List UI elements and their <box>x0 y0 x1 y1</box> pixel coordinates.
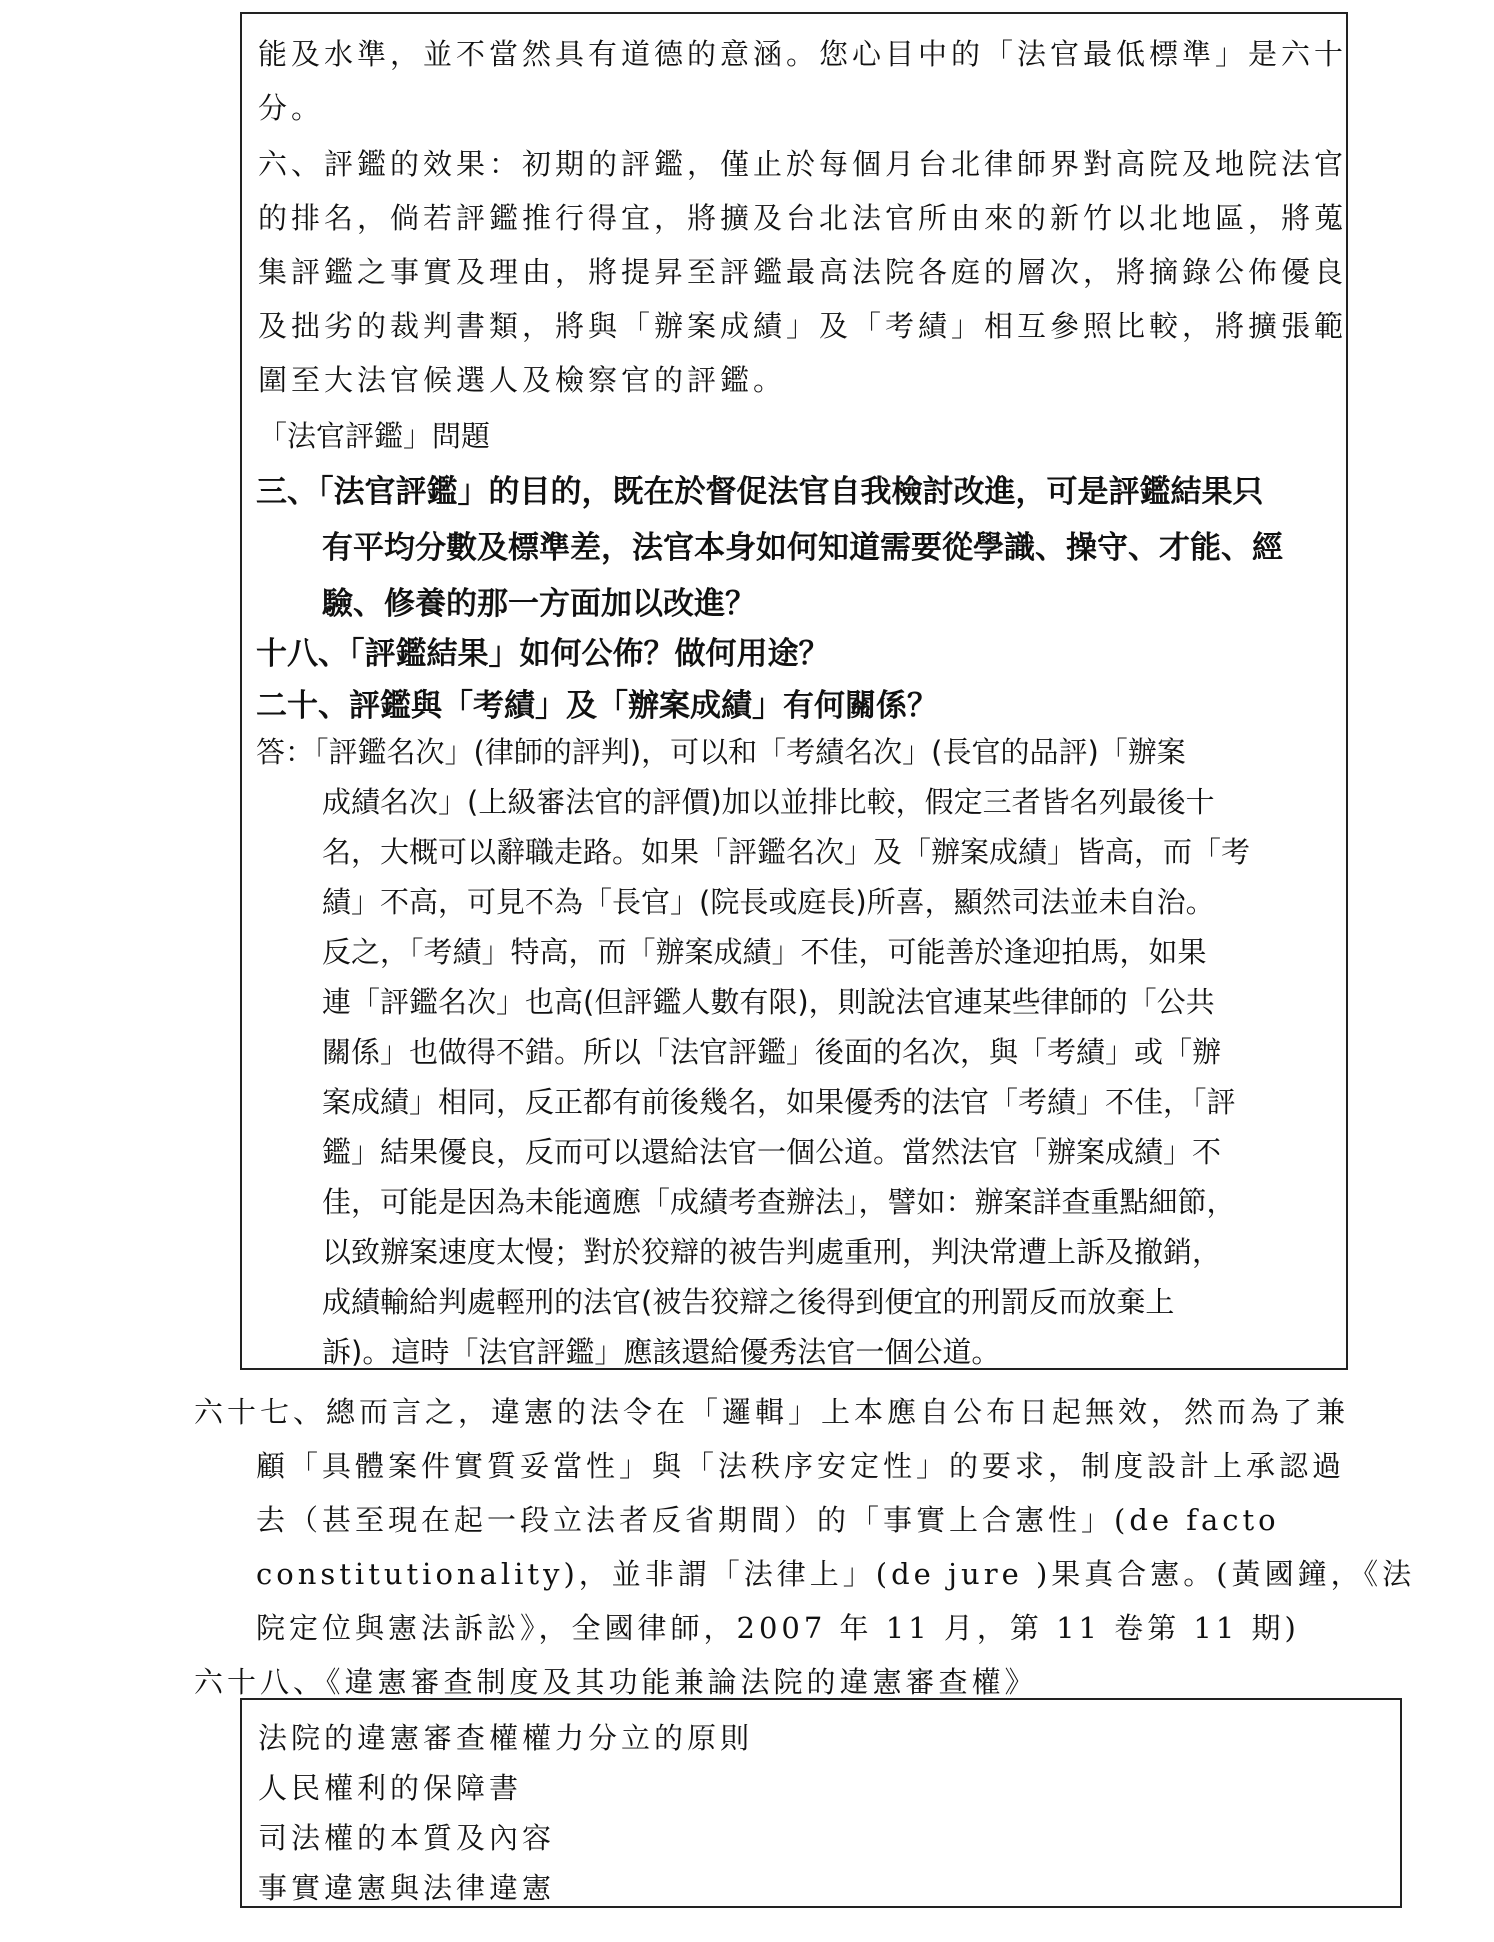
answer-line: 案成績」相同，反正都有前後幾名，如果優秀的法官「考績」不佳，「評 <box>322 1085 1236 1119</box>
intro-line: 分。 <box>258 91 325 125</box>
section6-line: 圍至大法官候選人及檢察官的評鑑。 <box>258 363 787 397</box>
answer-line: 關係」也做得不錯。所以「法官評鑑」後面的名次，與「考績」或「辦 <box>322 1035 1222 1069</box>
question20: 二十、評鑑與「考績」及「辦案成績」有何關係？ <box>256 688 938 724</box>
item67-line: constitutionality)，並非謂「法律上」(de jure )果真合憲。(黃國鐘，《法 <box>256 1557 1416 1591</box>
question3-line: 驗、修養的那一方面加以改進？ <box>322 586 756 622</box>
answer-line: 佳，可能是因為未能適應「成績考查辦法」，譬如：辦案詳查重點細節， <box>322 1185 1236 1219</box>
item67-line: 六十七、總而言之，違憲的法令在「邏輯」上本應自公布日起無效，然而為了兼 <box>194 1395 1350 1429</box>
section6-line: 六、評鑑的效果：初期的評鑑，僅止於每個月台北律師界對高院及地院法官 <box>258 147 1348 181</box>
item67-line: 顧「具體案件實質妥當性」與「法秩序安定性」的要求，制度設計上承認過 <box>256 1449 1346 1483</box>
answer-line: 成績輸給判處輕刑的法官(被告狡辯之後得到便宜的刑罰反而放棄上 <box>322 1285 1175 1319</box>
answer-line: 鑑」結果優良，反而可以還給法官一個公道。當然法官「辦案成績」不 <box>322 1135 1222 1169</box>
answer-line: 績」不高，可見不為「長官」(院長或庭長)所喜，顯然司法並未自治。 <box>322 885 1215 919</box>
intro-line: 能及水準，並不當然具有道德的意涵。您心目中的「法官最低標準」是六十 <box>258 37 1348 71</box>
answer-line: 以致辦案速度太慢；對於狡辯的被告判處重刑，判決常遭上訴及撤銷， <box>322 1235 1222 1269</box>
box2-line: 事實違憲與法律違憲 <box>258 1871 556 1905</box>
section6-line: 的排名，倘若評鑑推行得宜，將擴及台北法官所由來的新竹以北地區，將蒐 <box>258 201 1348 235</box>
question3-line: 三、「法官評鑑」的目的，既在於督促法官自我檢討改進，可是評鑑結果只 <box>256 474 1264 510</box>
box2-line: 人民權利的保障書 <box>258 1771 523 1805</box>
section6-line: 集評鑑之事實及理由，將提昇至評鑑最高法院各庭的層次，將摘錄公佈優良 <box>258 255 1348 289</box>
subheading: 「法官評鑑」問題 <box>258 419 491 453</box>
answer-line: 名，大概可以辭職走路。如果「評鑑名次」及「辦案成績」皆高，而「考 <box>322 835 1251 869</box>
answer-line: 答：「評鑑名次」(律師的評判)，可以和「考績名次」(長官的品評)「辦案 <box>256 735 1186 769</box>
item68-title: 六十八、《違憲審查制度及其功能兼論法院的違憲審查權》 <box>194 1665 1038 1699</box>
answer-line: 反之，「考績」特高，而「辦案成績」不佳，可能善於逢迎拍馬，如果 <box>322 935 1207 969</box>
answer-line: 成績名次」(上級審法官的評價)加以並排比較，假定三者皆名列最後十 <box>322 785 1215 819</box>
item67-line: 院定位與憲法訴訟》，全國律師，2007 年 11 月，第 11 卷第 11 期) <box>256 1611 1300 1645</box>
answer-line: 訴)。這時「法官評鑑」應該還給優秀法官一個公道。 <box>322 1335 1001 1369</box>
section6-line: 及拙劣的裁判書類，將與「辦案成績」及「考績」相互參照比較，將擴張範 <box>258 309 1348 343</box>
box2-line: 法院的違憲審查權權力分立的原則 <box>258 1721 754 1755</box>
box2-line: 司法權的本質及內容 <box>258 1821 556 1855</box>
question3-line: 有平均分數及標準差，法官本身如何知道需要從學識、操守、才能、經 <box>322 530 1283 566</box>
answer-line: 連「評鑑名次」也高(但評鑑人數有限)，則說法官連某些律師的「公共 <box>322 985 1215 1019</box>
item67-line: 去（甚至現在起一段立法者反省期間）的「事實上合憲性」(de facto <box>256 1503 1280 1537</box>
question18: 十八、「評鑑結果」如何公佈？做何用途？ <box>256 636 830 672</box>
